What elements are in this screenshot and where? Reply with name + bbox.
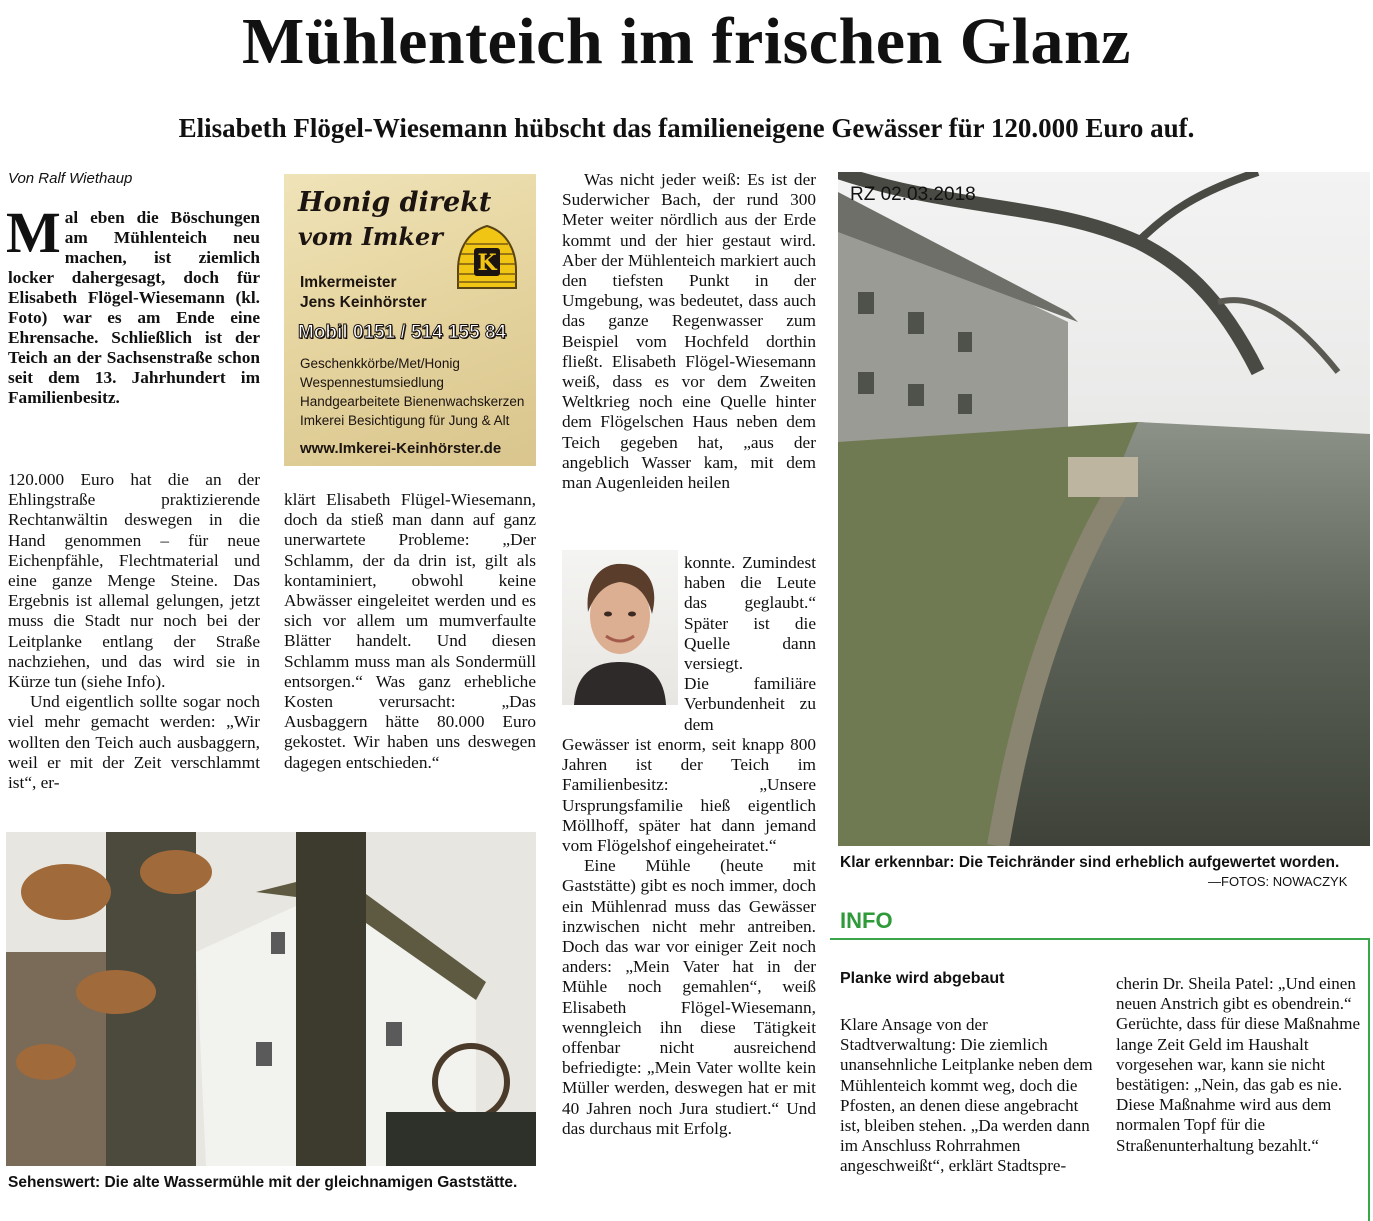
article-column-3 xyxy=(562,170,816,493)
beehive-logo-icon xyxy=(452,222,522,294)
info-title: INFO xyxy=(840,908,893,933)
headline: Mühlenteich im frischen Glanz xyxy=(242,5,1131,78)
lead-paragraph xyxy=(6,200,260,408)
article-column-3-lower xyxy=(562,735,816,1139)
ad-url: www.Imkerei-Keinhörster.de xyxy=(300,440,502,457)
ad-title-line-2: vom Imker xyxy=(298,222,443,251)
article-paragraph: Eine Mühle (heute mit Gaststätte) gibt es noch immer, doch ein Mühlenrad muss das Gewässer inzwischen nicht mehr antreiben. Doch das war vor einiger Zeit noch anders: „Mein Vater hat in der Mühle noch gemahlen“, weiß Elisabeth Flögel-Wiesemann, wenngleich ihn diese Tätigkeit offenbar nicht ausreichend befriedigte: „Mein Vater wollte kein Müller werden, deswegen hat er mit 40 Jahren noch Jura studiert.“ Und das durchaus mit Erfolg. xyxy=(562,856,816,1138)
honey-advertisement xyxy=(284,174,536,466)
subheadline: Elisabeth Flögel-Wiesemann hübscht das familieneigene Gewässer für 120.000 Euro auf. xyxy=(178,113,1195,143)
article-column-2 xyxy=(284,490,536,773)
ad-service: Geschenkkörbe/Met/Honig xyxy=(300,356,460,371)
article-column-3-wrap xyxy=(684,553,816,735)
article-paragraph: 120.000 Euro hat die an der Ehlingstraße praktizierende Rechtanwältin deswegen in die Hand genommen – für neue Eichenpfähle, Flechtmaterial und eine ganze Menge Steine. Das Ergebnis ist allemal gelungen, jetzt muss die Stadt nur noch bei der Leitplanke entlang der Straße nachziehen, und das wird sie in Kürze tun (siehe Info). xyxy=(8,470,260,692)
article-paragraph: konnte. Zumindest haben die Leute das geglaubt.“ Später ist die Quelle dann versiegt. xyxy=(684,553,816,674)
ad-line-2: Jens Keinhörster xyxy=(300,294,427,311)
article-column-1 xyxy=(8,470,260,793)
ad-service: Wespennestumsiedlung xyxy=(300,375,444,390)
info-column-2 xyxy=(1116,974,1361,1156)
info-paragraph: Klare Ansage von der Stadtverwaltung: Die ziemlich unansehnliche Leitplanke neben dem Mühlenteich kommt weg, doch die Pfosten, an denen diese angebracht ist, bleiben stehen. „Da werden dann im Anschluss Rohrrahmen angeschweißt“, erklärt Stadtspre- xyxy=(840,1015,1093,1176)
info-column-1 xyxy=(840,1015,1095,1177)
portrait-photo xyxy=(562,550,678,705)
lead-text: al eben die Böschungen am Mühlenteich neu machen, ist ziemlich locker dahergesagt, doch für Elisabeth Flögel-Wiesemann (kl. Foto) war es am Ende eine Ehrensache. Schließlich ist der Teich an der Sachsenstraße schon seit dem 13. Jahrhundert im Familienbesitz. xyxy=(8,208,260,407)
ad-service: Handgearbeitete Bienenwachskerzen xyxy=(300,394,525,409)
dropcap: M xyxy=(6,200,61,265)
pond-photo-caption: Klar erkennbar: Die Teichränder sind erheblich aufgewertet worden. xyxy=(840,854,1340,871)
mill-photo-caption: Sehenswert: Die alte Wassermühle mit der gleichnamigen Gaststätte. xyxy=(8,1174,518,1191)
info-paragraph: cherin Dr. Sheila Patel: „Und einen neuen Anstrich gibt es obendrein.“ Gerüchte, dass für diese Maßnahme lange Zeit Geld im Haushalt vorgesehen war, kann sie nicht bestätigen: „Nein, das gab es nie. Diese Maßnahme wird aus dem normalen Topf für die Straßenunterhaltung bezahlt.“ xyxy=(1116,974,1361,1155)
article-paragraph: Die familiäre Verbundenheit zu dem xyxy=(684,674,816,734)
article-paragraph: Und eigentlich sollte sogar noch viel mehr gemacht werden: „Wir wollten den Teich auch ausbaggern, weil er mit der Zeit verschlammt ist“, er- xyxy=(8,692,260,793)
ad-phone: Mobil 0151 / 514 155 84 xyxy=(298,322,507,343)
photo-credit: —FOTOS: NOWACZYK xyxy=(1208,874,1348,889)
ad-services xyxy=(300,354,524,430)
byline: Von Ralf Wiethaup xyxy=(8,170,133,187)
article-paragraph: Was nicht jeder weiß: Es ist der Suderwicher Bach, der rund 300 Meter weiter nördlich aus der Erde kommt und der hier gestaut wird. Aber der Mühlenteich markiert auch den tiefsten Punkt in der Umgebung, was bedeutet, dass auch das ganze Regenwasser zum Beispiel vom Hochfeld dorthin fließt. Elisabeth Flögel-Wiesemann weiß, dass es vor dem Zweiten Weltkrieg noch eine Quelle hinter dem Flögelschen Haus neben dem Teich gegeben hat, „aus der angeblich Wasser kam, mit dem man Augenleiden heilen xyxy=(562,170,816,493)
article-paragraph: klärt Elisabeth Flügel-Wiesemann, doch da stieß man dann auf ganz unerwartete Probleme: „Der Schlamm, der da drin ist, gilt als kontaminiert, obwohl keine Abwässer eingeleitet werden und es sich vor allem um mumverfaulte Blätter handelt. Und diesen Schlamm muss man als Sondermüll entsorgen.“ Was ganz erhebliche Kosten verursacht: „Das Ausbaggern hätte 80.000 Euro gekostet. Wir haben uns deswegen dagegen entschieden.“ xyxy=(284,490,536,772)
ad-title-line-1: Honig direkt xyxy=(298,187,492,218)
pond-photo xyxy=(838,172,1370,846)
ad-service: Imkerei Besichtigung für Jung & Alt xyxy=(300,413,510,428)
article-paragraph: Gewässer ist enorm, seit knapp 800 Jahren ist der Teich im Familienbesitz: „Unsere Ursprungsfamilie hieß eigentlich Möllhoff, später hat dann jemand vom Flögelshof eingeheiratet.“ xyxy=(562,735,816,856)
ad-line-1: Imkermeister xyxy=(300,274,397,291)
ad-logo-letter: K xyxy=(477,250,497,276)
date-stamp: RZ 02.03.2018 xyxy=(850,184,976,205)
mill-photo xyxy=(6,832,536,1166)
info-heading: Planke wird abgebaut xyxy=(840,970,1005,987)
